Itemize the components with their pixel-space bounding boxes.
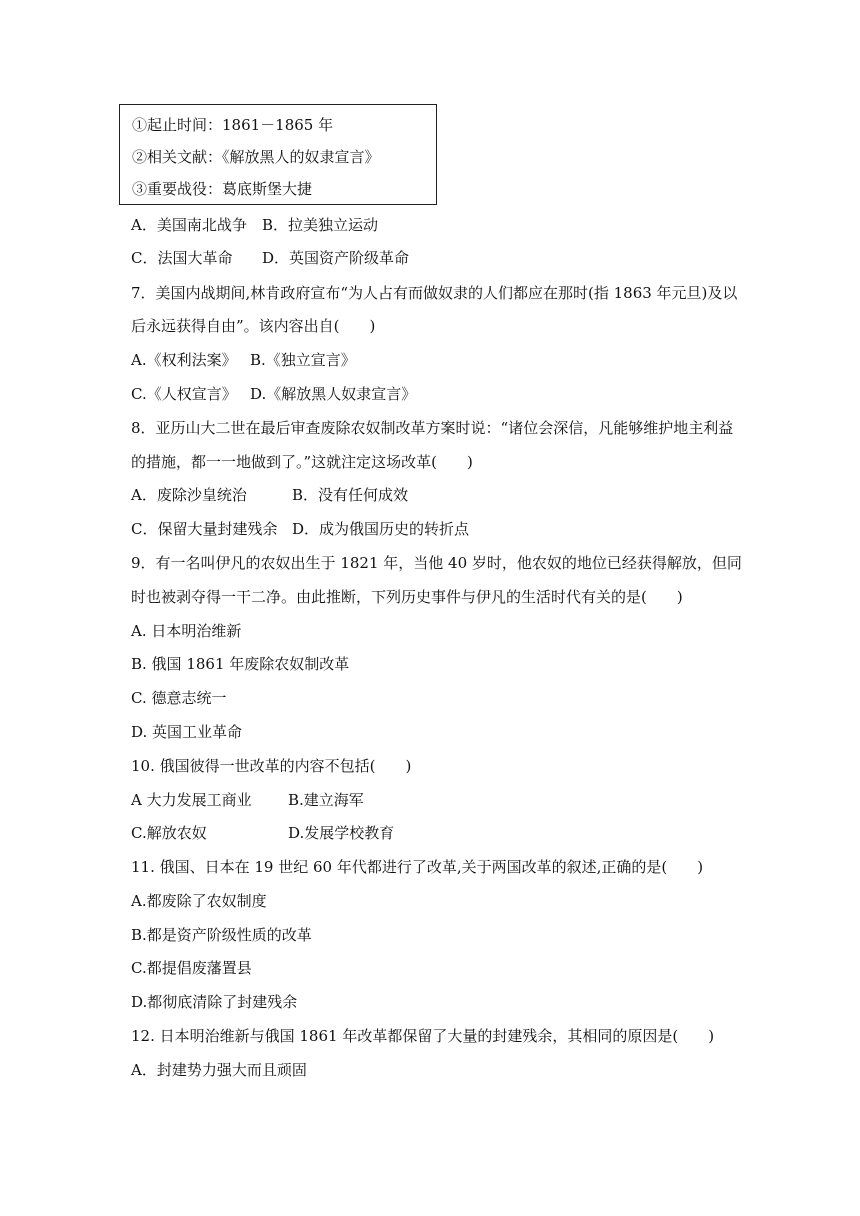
q6-option-a: A．美国南北战争 bbox=[131, 216, 247, 234]
q6-option-d: D．英国资产阶级革命 bbox=[262, 249, 410, 267]
info-line-period: ①起止时间：1861－1865 年 bbox=[132, 116, 334, 134]
q7-option-a: A.《权利法案》 bbox=[131, 351, 237, 369]
q10-option-a: A 大力发展工商业 bbox=[131, 791, 252, 809]
q11-option-b: B.都是资产阶级性质的改革 bbox=[131, 926, 312, 944]
q8-option-a: A．废除沙皇统治 bbox=[131, 486, 247, 504]
q12-option-a: A．封建势力强大而且顽固 bbox=[131, 1061, 307, 1079]
q9-stem-line1: 9．有一名叫伊凡的农奴出生于 1821 年，当他 40 岁时，他农奴的地位已经获得解放，但同 bbox=[131, 554, 742, 572]
q9-option-a: A. 日本明治维新 bbox=[131, 622, 242, 640]
q11-option-c: C.都提倡废藩置县 bbox=[131, 959, 252, 977]
q10-stem: 10. 俄国彼得一世改革的内容不包括( ) bbox=[131, 757, 412, 775]
q6-option-b: B．拉美独立运动 bbox=[262, 216, 379, 234]
q10-option-b: B.建立海军 bbox=[288, 791, 364, 809]
q8-stem-line1: 8．亚历山大二世在最后审查废除农奴制改革方案时说：“诸位会深信，凡能够维护地主利益 bbox=[131, 419, 734, 437]
info-box bbox=[119, 104, 437, 205]
info-line-document: ②相关文献：《解放黑人的奴隶宣言》 bbox=[132, 148, 380, 166]
q7-option-d: D.《解放黑人奴隶宣言》 bbox=[250, 385, 417, 403]
q6-option-c: C．法国大革命 bbox=[131, 249, 233, 267]
q8-stem-line2: 的措施，都一一地做到了。”这就注定这场改革( ) bbox=[131, 453, 473, 471]
q7-option-b: B.《独立宣言》 bbox=[250, 351, 356, 369]
q9-stem-line2: 时也被剥夺得一干二净。由此推断，下列历史事件与伊凡的生活时代有关的是( ) bbox=[131, 588, 683, 606]
q10-option-d: D.发展学校教育 bbox=[288, 824, 395, 842]
q8-option-d: D．成为俄国历史的转折点 bbox=[292, 520, 470, 538]
q11-option-a: A.都废除了农奴制度 bbox=[131, 892, 267, 910]
q8-option-b: B．没有任何成效 bbox=[292, 486, 409, 504]
q7-option-c: C.《人权宣言》 bbox=[131, 385, 237, 403]
q12-stem: 12. 日本明治维新与俄国 1861 年改革都保留了大量的封建残余，其相同的原因是( ) bbox=[131, 1027, 715, 1045]
q11-option-d: D.都彻底清除了封建残余 bbox=[131, 993, 298, 1011]
info-line-battle: ③重要战役：葛底斯堡大捷 bbox=[132, 180, 313, 198]
q9-option-b: B. 俄国 1861 年废除农奴制改革 bbox=[131, 655, 350, 673]
q7-stem-line2: 后永远获得自由”。该内容出自( ) bbox=[131, 317, 376, 335]
q8-option-c: C．保留大量封建残余 bbox=[131, 520, 278, 538]
q11-stem: 11. 俄国、日本在 19 世纪 60 年代都进行了改革,关于两国改革的叙述,正确的是( ) bbox=[131, 858, 704, 876]
q7-stem-line1: 7．美国内战期间,林肯政府宣布“为人占有而做奴隶的人们都应在那时(指 1863 年元旦)及以 bbox=[131, 284, 738, 302]
q10-option-c: C.解放农奴 bbox=[131, 824, 207, 842]
q9-option-c: C. 德意志统一 bbox=[131, 689, 227, 707]
q9-option-d: D. 英国工业革命 bbox=[131, 723, 243, 741]
